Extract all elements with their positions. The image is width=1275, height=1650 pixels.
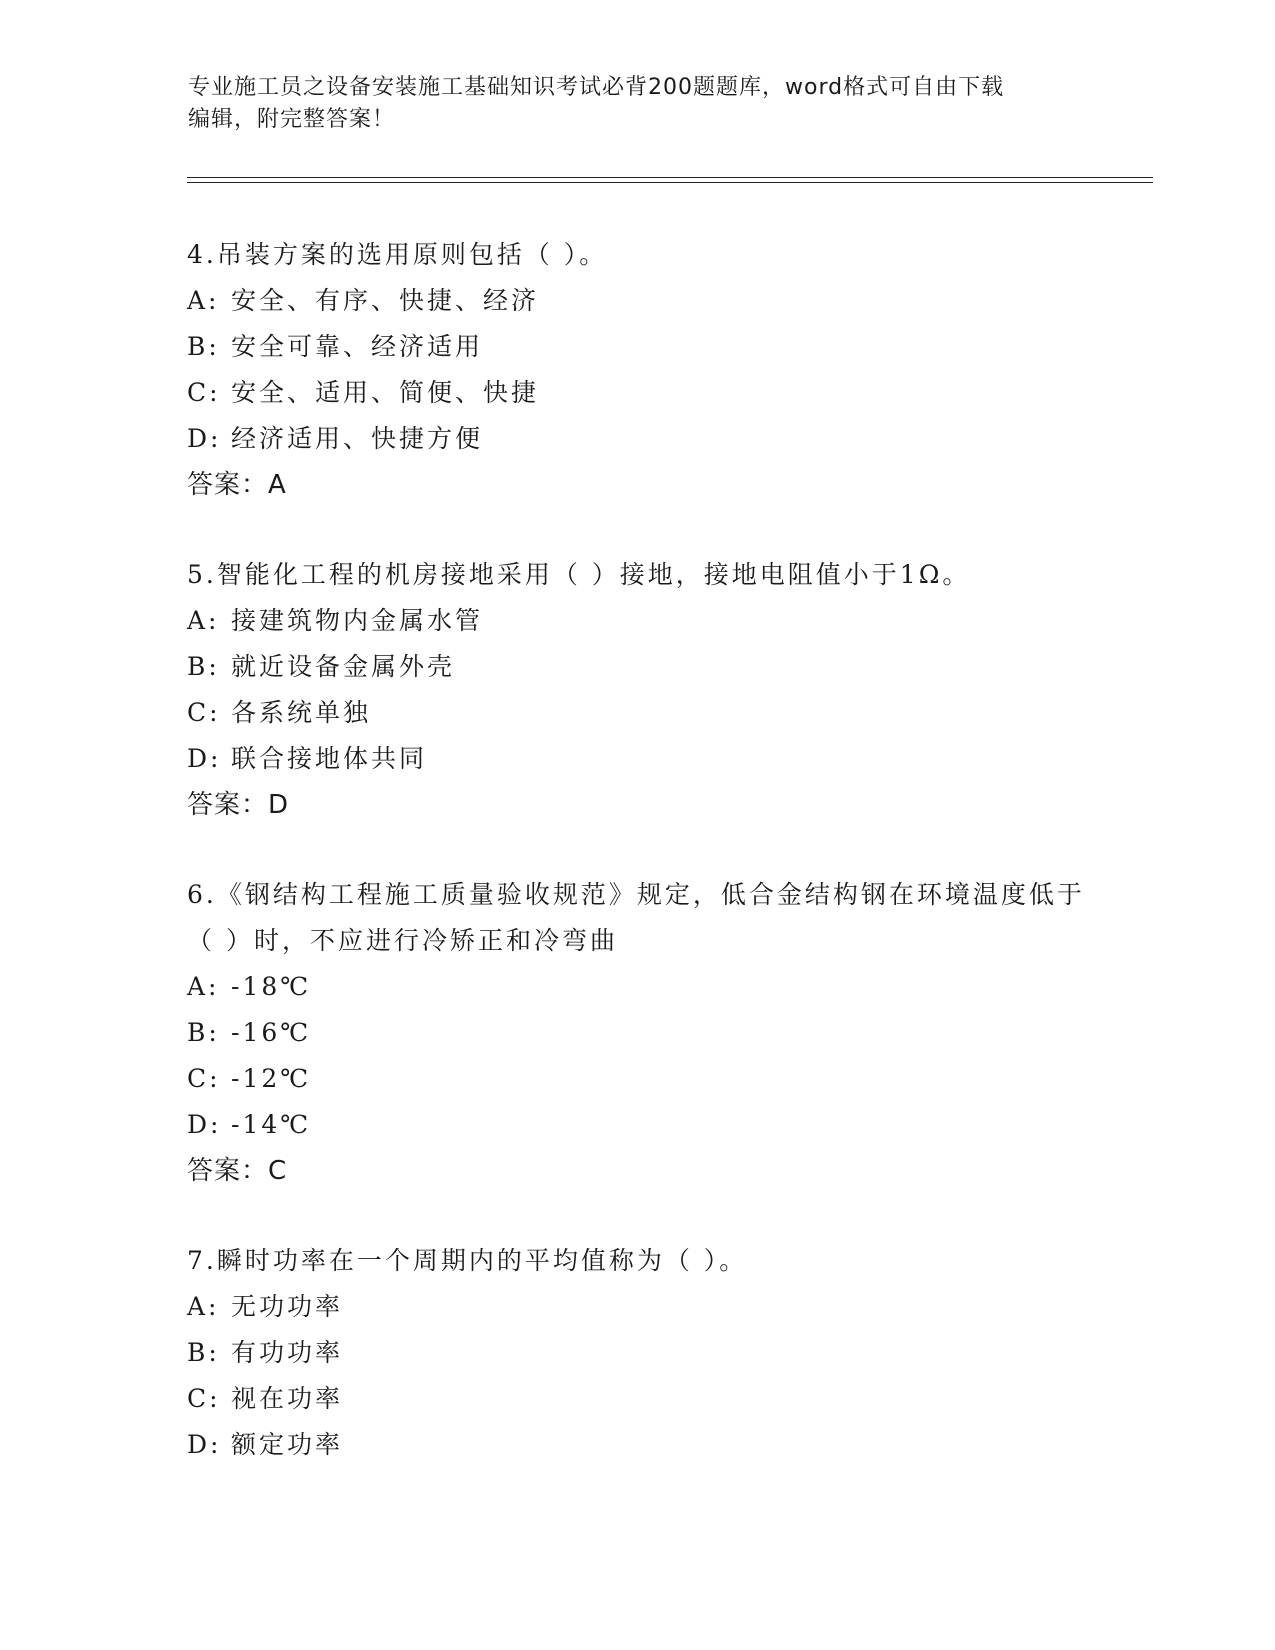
option-key: D: (187, 744, 222, 773)
option-key: A: (187, 606, 220, 635)
option-d (187, 1102, 1087, 1148)
option-text: 视在功率 (231, 1384, 344, 1413)
option-text: -16℃ (231, 1018, 312, 1047)
option-a (187, 278, 1087, 324)
option-key: B: (187, 652, 220, 681)
option-text: 经济适用、快捷方便 (231, 424, 484, 453)
option-key: C: (187, 378, 221, 407)
header-line-1: 专业施工员之设备安装施工基础知识考试必背200题题库，word格式可自由下载 (188, 75, 1005, 100)
question-stem: 7.瞬时功率在一个周期内的平均值称为（ ）。 (187, 1246, 748, 1275)
option-key: C: (187, 1384, 221, 1413)
option-text: 安全可靠、经济适用 (231, 332, 484, 361)
option-key: A: (187, 972, 220, 1001)
option-key: B: (187, 332, 220, 361)
option-b (187, 1010, 1087, 1056)
option-text: 额定功率 (231, 1430, 344, 1459)
answer-label: 答案：C (187, 1156, 288, 1186)
question-5 (187, 552, 1087, 828)
question-6 (187, 872, 1087, 1194)
option-b (187, 644, 1087, 690)
question-stem: 5.智能化工程的机房接地采用（ ）接地，接地电阻值小于1Ω。 (187, 560, 971, 589)
option-text: -18℃ (231, 972, 312, 1001)
option-text: 有功功率 (231, 1338, 344, 1367)
option-d (187, 1422, 1087, 1468)
option-text: 联合接地体共同 (231, 744, 428, 773)
option-text: 安全、有序、快捷、经济 (231, 286, 540, 315)
option-text: -12℃ (231, 1064, 312, 1093)
option-text: 各系统单独 (231, 698, 372, 727)
question-stem: 6.《钢结构工程施工质量验收规范》规定，低合金结构钢在环境温度低于（ ）时，不应进行冷矫正和冷弯曲 (187, 880, 1085, 955)
option-a (187, 964, 1087, 1010)
option-d (187, 416, 1087, 462)
option-c (187, 690, 1087, 736)
option-d (187, 736, 1087, 782)
question-stem: 4.吊装方案的选用原则包括（ ）。 (187, 240, 608, 269)
option-key: C: (187, 698, 221, 727)
option-key: D: (187, 1430, 222, 1459)
option-c (187, 370, 1087, 416)
option-key: D: (187, 424, 222, 453)
header-line-2: 编辑，附完整答案！ (188, 107, 396, 132)
document-header (188, 72, 1088, 136)
option-key: A: (187, 1292, 220, 1321)
question-4 (187, 232, 1087, 508)
option-key: B: (187, 1338, 220, 1367)
option-key: D: (187, 1110, 222, 1139)
header-divider-bottom (187, 182, 1153, 183)
option-c (187, 1056, 1087, 1102)
option-b (187, 1330, 1087, 1376)
option-text: 接建筑物内金属水管 (231, 606, 484, 635)
option-key: C: (187, 1064, 221, 1093)
option-a (187, 1284, 1087, 1330)
option-key: A: (187, 286, 220, 315)
option-text: -14℃ (231, 1110, 312, 1139)
answer-label: 答案：D (187, 790, 290, 820)
answer-label: 答案：A (187, 470, 287, 500)
option-key: B: (187, 1018, 220, 1047)
question-list (187, 232, 1087, 1468)
option-text: 无功功率 (231, 1292, 344, 1321)
question-7 (187, 1238, 1087, 1468)
option-c (187, 1376, 1087, 1422)
option-b (187, 324, 1087, 370)
header-divider-top (187, 177, 1153, 178)
option-text: 安全、适用、简便、快捷 (231, 378, 540, 407)
option-text: 就近设备金属外壳 (231, 652, 456, 681)
option-a (187, 598, 1087, 644)
